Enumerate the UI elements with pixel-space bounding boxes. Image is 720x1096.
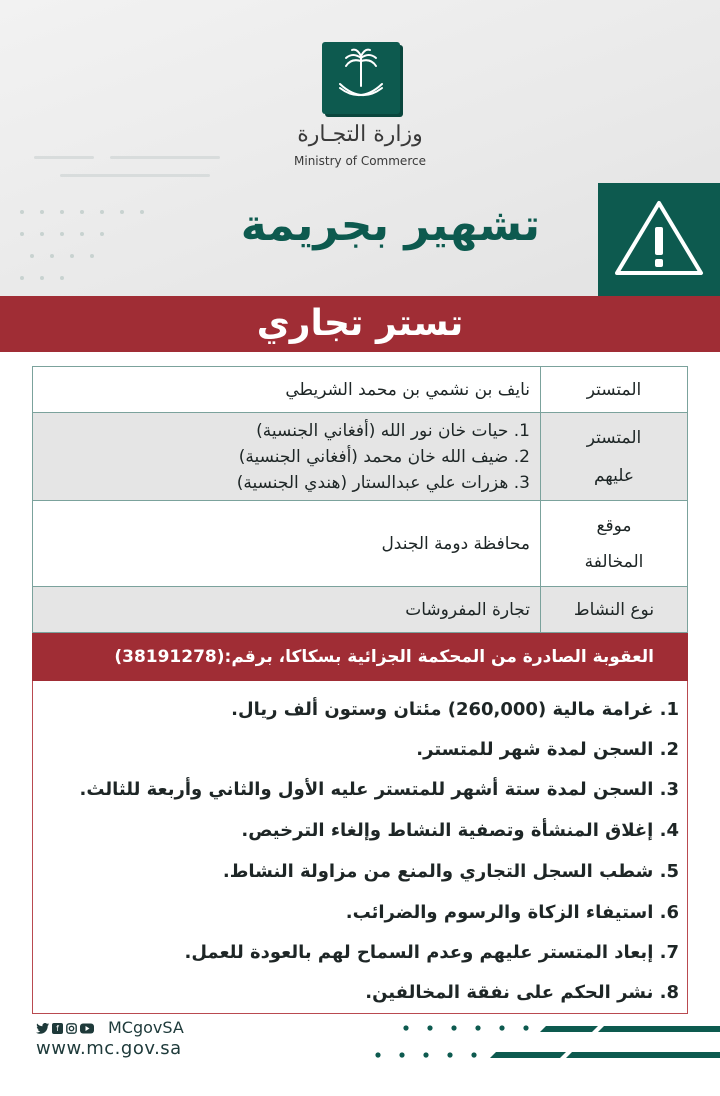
- concealer-label: المتستر: [541, 367, 688, 413]
- ministry-name-arabic: وزارة التجـارة: [297, 122, 423, 147]
- concealed-label-line-1: المتستر: [586, 427, 642, 448]
- instagram-icon[interactable]: [66, 1023, 77, 1034]
- palm-swords-emblem-icon: [322, 42, 400, 114]
- website-link[interactable]: www.mc.gov.sa: [36, 1038, 182, 1059]
- list-item: 8. نشر الحكم على نفقة المخالفين.: [365, 982, 679, 1003]
- table-row-activity: [33, 587, 688, 633]
- table-row-location: [33, 501, 688, 587]
- list-item: 2. السجن لمدة شهر للمتستر.: [416, 739, 679, 760]
- list-item: 2. ضيف الله خان محمد (أفغاني الجنسية): [238, 446, 530, 467]
- concealed-label: [541, 413, 688, 501]
- activity-value: تجارة المفروشات: [33, 587, 541, 633]
- decorative-line: [110, 156, 220, 159]
- social-handle[interactable]: MCgovSA: [108, 1018, 184, 1037]
- activity-label: نوع النشاط: [541, 587, 688, 633]
- penalties-list: [32, 681, 688, 1014]
- decorative-line: [34, 156, 94, 159]
- list-item: 5. شطب السجل التجاري والمنع من مزاولة النشاط.: [222, 861, 679, 882]
- concealed-list: [43, 418, 530, 496]
- table-row-concealed: [33, 413, 688, 501]
- decorative-line: [60, 174, 210, 177]
- warning-triangle-icon: [598, 183, 720, 296]
- page-headline: تشهير بجريمة: [240, 200, 540, 251]
- list-item: 1. حيات خان نور الله (أفغاني الجنسية): [256, 420, 530, 441]
- social-icons: [36, 1020, 94, 1036]
- footer-decoration: [360, 1018, 720, 1068]
- twitter-icon[interactable]: [36, 1023, 49, 1034]
- youtube-icon[interactable]: [80, 1023, 94, 1034]
- case-info-table: [32, 366, 688, 633]
- crime-type-text: تستر تجاري: [256, 303, 464, 344]
- location-label: [541, 501, 688, 587]
- table-row-concealer: [33, 367, 688, 413]
- list-item: 1. غرامة مالية (260,000) مئتان وستون ألف ريال.: [231, 699, 679, 720]
- location-value: محافظة دومة الجندل: [33, 501, 541, 587]
- concealer-value: نايف بن نشمي بن محمد الشريطي: [33, 367, 541, 413]
- list-item: 3. هزرات علي عبدالستار (هندي الجنسية): [236, 472, 530, 493]
- penalties-header-text: العقوبة الصادرة من المحكمة الجزائية بسكاكا، برقم:(38191278): [114, 647, 654, 667]
- list-item: 4. إغلاق المنشأة وتصفية النشاط وإلغاء الترخيص.: [241, 820, 679, 841]
- list-item: 3. السجن لمدة ستة أشهر للمتستر عليه الأول والثاني وأربعة للثالث.: [79, 779, 679, 800]
- warning-box: [598, 183, 720, 296]
- penalties-header: [32, 633, 688, 681]
- crime-type-banner: [0, 296, 720, 352]
- location-label-line-1: موقع: [596, 515, 632, 536]
- location-label-line-2: المخالفة: [584, 551, 644, 572]
- concealed-list-cell: [33, 413, 541, 501]
- concealed-label-line-2: عليهم: [593, 465, 635, 486]
- ministry-name-english: Ministry of Commerce: [294, 154, 426, 168]
- list-item: 7. إبعاد المتستر عليهم وعدم السماح لهم بالعودة للعمل.: [184, 942, 679, 963]
- list-item: 6. استيفاء الزكاة والرسوم والضرائب.: [345, 902, 679, 923]
- facebook-icon[interactable]: f: [52, 1023, 63, 1034]
